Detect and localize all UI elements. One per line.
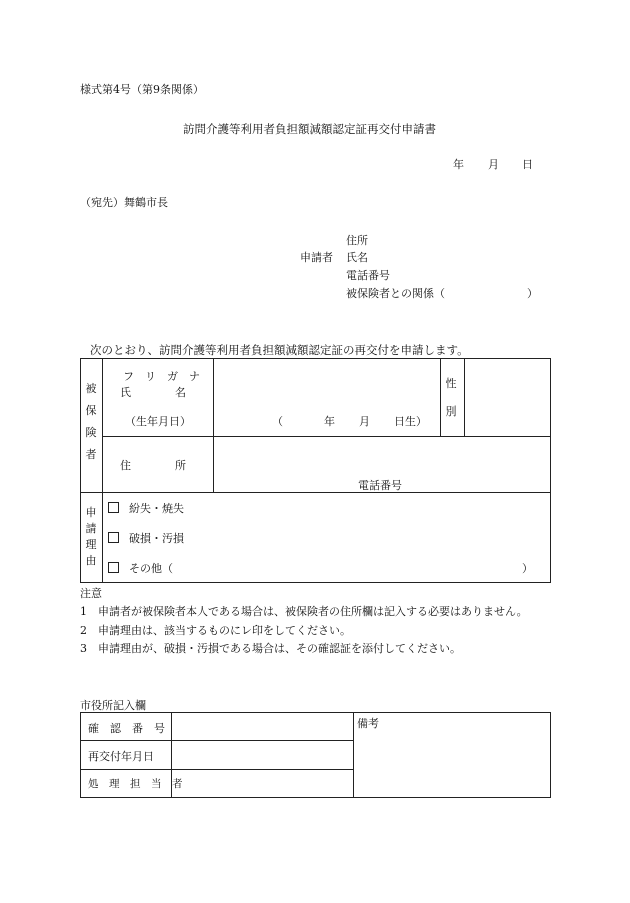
- office-row-label: 処 理 担 当 者: [88, 778, 183, 790]
- insured-side-label: 被保険者: [85, 382, 97, 461]
- checkbox-icon[interactable]: [108, 562, 119, 573]
- applicant-phone: 電話番号: [346, 269, 390, 282]
- intro-text: 次のとおり、訪問介護等利用者負担額減額認定証の再交付を申請します。: [90, 343, 469, 357]
- addressee-label: （宛先）: [80, 196, 124, 209]
- birth-year: 年: [324, 415, 335, 428]
- reason-side-label: 申請理由: [85, 506, 97, 567]
- insured-phone-label: 電話番号: [358, 479, 402, 492]
- date-year: 年: [453, 158, 464, 171]
- reason-option-lost[interactable]: 紛失・焼失: [108, 500, 184, 516]
- office-row-label: 確 認 番 号: [88, 722, 165, 735]
- checkbox-icon[interactable]: [108, 532, 119, 543]
- date-day: 日: [522, 158, 533, 171]
- applicant-address: 住所: [346, 234, 368, 247]
- checkbox-icon[interactable]: [108, 502, 119, 513]
- note-item: 3 申請理由が、破損・汚損である場合は、その確認証を添付してください。: [80, 642, 461, 655]
- applicant-name: 氏名: [346, 251, 368, 264]
- reason-other-close: ）: [522, 562, 533, 575]
- birth-day: 日生）: [394, 415, 427, 428]
- applicant-relation-close: ）: [527, 287, 538, 300]
- page-title: 訪問介護等利用者負担額減額認定証再交付申請書: [183, 122, 436, 136]
- furigana-label: フ リ ガ ナ: [123, 370, 200, 383]
- note-item: 1 申請者が被保険者本人である場合は、被保険者の住所欄は記入する必要はありません。: [80, 605, 528, 618]
- birth-month: 月: [359, 415, 370, 428]
- form-number: 様式第4号（第9条関係）: [80, 83, 204, 96]
- office-row-label: 再交付年月日: [88, 750, 154, 763]
- address-label: 住 所: [120, 459, 186, 472]
- addressee-name: 舞鶴市長: [124, 196, 168, 209]
- birth-label: （生年月日）: [125, 415, 191, 428]
- applicant-label: 申請者: [300, 251, 333, 264]
- notes-heading: 注意: [80, 587, 102, 600]
- office-heading: 市役所記入欄: [80, 699, 146, 712]
- reason-option-damaged[interactable]: 破損・汚損: [108, 530, 184, 546]
- remarks-label: 備考: [357, 717, 379, 730]
- reason-option-other[interactable]: その他（: [108, 560, 173, 576]
- sex-label: 性別: [445, 377, 457, 418]
- note-item: 2 申請理由は、該当するものにレ印をしてください。: [80, 624, 351, 637]
- date-month: 月: [488, 158, 499, 171]
- applicant-relation: 被保険者との関係（: [346, 287, 445, 300]
- birth-open: （: [272, 415, 283, 428]
- name-label: 氏 名: [120, 386, 186, 399]
